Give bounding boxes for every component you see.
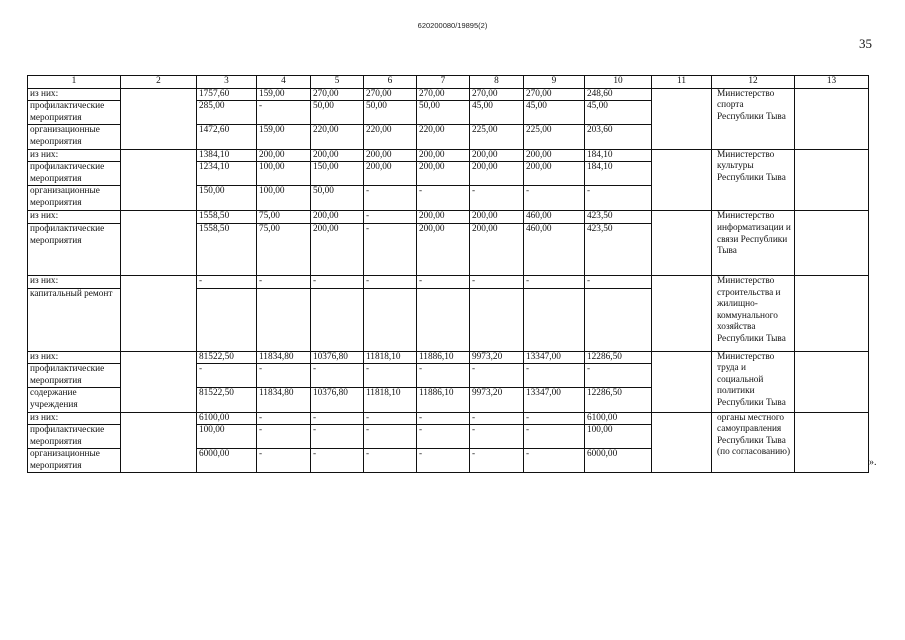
column-header: 3 <box>197 76 257 89</box>
empty-cell <box>121 162 197 186</box>
empty-cell <box>795 351 869 412</box>
value-cell: 460,00 <box>524 223 585 275</box>
value-cell: 9973,20 <box>470 388 524 412</box>
value-cell <box>417 288 470 351</box>
value-cell: 50,00 <box>311 186 364 211</box>
value-cell: - <box>257 101 311 125</box>
value-cell <box>364 288 417 351</box>
value-cell: 220,00 <box>417 125 470 149</box>
table-row <box>28 149 869 162</box>
table-row <box>28 211 869 224</box>
value-cell: - <box>524 412 585 425</box>
value-cell: 75,00 <box>257 223 311 275</box>
header-row <box>28 76 869 89</box>
value-cell: 270,00 <box>524 88 585 101</box>
value-cell: - <box>364 211 417 224</box>
column-header: 11 <box>652 76 712 89</box>
value-cell: 45,00 <box>524 101 585 125</box>
value-cell: - <box>417 412 470 425</box>
empty-cell <box>121 364 197 388</box>
value-cell: - <box>524 449 585 473</box>
value-cell: - <box>417 364 470 388</box>
row-label-cell: из них: <box>28 275 121 288</box>
value-cell: - <box>311 275 364 288</box>
value-cell: 100,00 <box>585 425 652 449</box>
value-cell <box>197 288 257 351</box>
empty-cell <box>121 351 197 364</box>
value-cell: - <box>257 425 311 449</box>
value-cell: - <box>524 364 585 388</box>
value-cell: - <box>470 412 524 425</box>
empty-cell <box>795 211 869 276</box>
value-cell: 270,00 <box>311 88 364 101</box>
column-header: 4 <box>257 76 311 89</box>
value-cell: 45,00 <box>470 101 524 125</box>
empty-cell <box>121 425 197 449</box>
row-label-cell: из них: <box>28 351 121 364</box>
row-label-cell: капитальный ремонт <box>28 288 121 351</box>
empty-cell <box>121 223 197 275</box>
row-label-cell: организационные мероприятия <box>28 186 121 211</box>
empty-cell <box>121 88 197 101</box>
value-cell: - <box>311 412 364 425</box>
column-header: 2 <box>121 76 197 89</box>
row-label-cell: профилактические мероприятия <box>28 101 121 125</box>
value-cell: 11834,80 <box>257 388 311 412</box>
value-cell: 270,00 <box>364 88 417 101</box>
executor-cell: Министерство информатизации и связи Республики Тыва <box>712 211 795 276</box>
value-cell: 270,00 <box>417 88 470 101</box>
value-cell: 200,00 <box>417 162 470 186</box>
value-cell: - <box>197 364 257 388</box>
column-header: 13 <box>795 76 869 89</box>
value-cell: 200,00 <box>524 162 585 186</box>
value-cell: - <box>470 449 524 473</box>
value-cell: 220,00 <box>364 125 417 149</box>
value-cell: 50,00 <box>417 101 470 125</box>
value-cell: 9973,20 <box>470 351 524 364</box>
column-header: 1 <box>28 76 121 89</box>
value-cell: - <box>311 364 364 388</box>
value-cell: 203,60 <box>585 125 652 149</box>
column-header: 5 <box>311 76 364 89</box>
value-cell: - <box>364 186 417 211</box>
table-row <box>28 351 869 364</box>
table-row <box>28 275 869 288</box>
value-cell: 6100,00 <box>585 412 652 425</box>
value-cell: - <box>470 275 524 288</box>
value-cell: 248,60 <box>585 88 652 101</box>
value-cell: - <box>470 364 524 388</box>
value-cell: - <box>257 449 311 473</box>
budget-table <box>27 75 869 473</box>
value-cell: 150,00 <box>197 186 257 211</box>
value-cell: 200,00 <box>417 223 470 275</box>
empty-cell <box>121 388 197 412</box>
empty-cell <box>121 275 197 288</box>
value-cell: 200,00 <box>417 211 470 224</box>
value-cell: 50,00 <box>364 101 417 125</box>
value-cell: - <box>364 223 417 275</box>
value-cell: - <box>417 449 470 473</box>
value-cell: 200,00 <box>311 211 364 224</box>
value-cell: - <box>257 275 311 288</box>
table-row <box>28 88 869 101</box>
empty-cell <box>652 149 712 211</box>
empty-cell <box>795 88 869 149</box>
value-cell: - <box>524 275 585 288</box>
value-cell: 11834,80 <box>257 351 311 364</box>
value-cell: 460,00 <box>524 211 585 224</box>
empty-cell <box>121 449 197 473</box>
value-cell: 150,00 <box>311 162 364 186</box>
value-cell: 423,50 <box>585 211 652 224</box>
value-cell: 100,00 <box>257 162 311 186</box>
value-cell <box>257 288 311 351</box>
empty-cell <box>652 412 712 473</box>
value-cell: 225,00 <box>470 125 524 149</box>
value-cell <box>470 288 524 351</box>
value-cell: 75,00 <box>257 211 311 224</box>
value-cell: - <box>470 425 524 449</box>
value-cell: 200,00 <box>311 223 364 275</box>
value-cell: 200,00 <box>470 162 524 186</box>
empty-cell <box>795 275 869 351</box>
empty-cell <box>795 149 869 211</box>
value-cell: 220,00 <box>311 125 364 149</box>
value-cell: 200,00 <box>524 149 585 162</box>
value-cell: 11886,10 <box>417 388 470 412</box>
value-cell: 6000,00 <box>197 449 257 473</box>
value-cell: 100,00 <box>257 186 311 211</box>
empty-cell <box>121 211 197 224</box>
value-cell: 184,10 <box>585 149 652 162</box>
value-cell: 1558,50 <box>197 211 257 224</box>
executor-cell: Министерство строительства и жилищно-коммунального хозяйства Республики Тыва <box>712 275 795 351</box>
empty-cell <box>652 211 712 276</box>
value-cell: 10376,80 <box>311 388 364 412</box>
value-cell: - <box>524 425 585 449</box>
value-cell: 200,00 <box>417 149 470 162</box>
column-header: 8 <box>470 76 524 89</box>
value-cell: - <box>364 412 417 425</box>
row-label-cell: организационные мероприятия <box>28 449 121 473</box>
empty-cell <box>795 412 869 473</box>
value-cell: 200,00 <box>257 149 311 162</box>
row-label-cell: из них: <box>28 211 121 224</box>
value-cell: - <box>417 275 470 288</box>
value-cell: 11818,10 <box>364 351 417 364</box>
value-cell: - <box>524 186 585 211</box>
page-number: 35 <box>859 36 872 51</box>
value-cell: 81522,50 <box>197 351 257 364</box>
value-cell: 6000,00 <box>585 449 652 473</box>
value-cell: 200,00 <box>364 149 417 162</box>
value-cell: 81522,50 <box>197 388 257 412</box>
value-cell: 13347,00 <box>524 388 585 412</box>
value-cell <box>524 288 585 351</box>
empty-cell <box>652 351 712 412</box>
value-cell: 11886,10 <box>417 351 470 364</box>
value-cell: 159,00 <box>257 125 311 149</box>
column-header: 10 <box>585 76 652 89</box>
value-cell: 1234,10 <box>197 162 257 186</box>
value-cell: - <box>311 425 364 449</box>
value-cell: - <box>311 449 364 473</box>
value-cell: 285,00 <box>197 101 257 125</box>
empty-cell <box>652 275 712 351</box>
column-header: 7 <box>417 76 470 89</box>
value-cell: 184,10 <box>585 162 652 186</box>
value-cell: 200,00 <box>470 149 524 162</box>
value-cell: - <box>417 425 470 449</box>
row-label-cell: содержание учреждения <box>28 388 121 412</box>
table-row <box>28 412 869 425</box>
row-label-cell: из них: <box>28 88 121 101</box>
value-cell: 200,00 <box>311 149 364 162</box>
value-cell: 50,00 <box>311 101 364 125</box>
column-header: 6 <box>364 76 417 89</box>
value-cell <box>311 288 364 351</box>
value-cell: - <box>364 275 417 288</box>
document-id: 620200080/19895(2) <box>417 21 488 30</box>
value-cell: - <box>585 186 652 211</box>
table-body <box>28 76 869 473</box>
empty-cell <box>121 149 197 162</box>
value-cell: - <box>585 275 652 288</box>
empty-cell <box>121 125 197 149</box>
executor-cell: органы местного самоуправления Республики Тыва (по согласованию) <box>712 412 795 473</box>
value-cell: 100,00 <box>197 425 257 449</box>
value-cell: - <box>257 364 311 388</box>
row-label-cell: из них: <box>28 412 121 425</box>
empty-cell <box>121 412 197 425</box>
row-label-cell: организационные мероприятия <box>28 125 121 149</box>
value-cell: 6100,00 <box>197 412 257 425</box>
value-cell: - <box>257 412 311 425</box>
empty-cell <box>652 88 712 149</box>
value-cell: 200,00 <box>470 211 524 224</box>
value-cell: 159,00 <box>257 88 311 101</box>
closing-quote: ». <box>869 457 877 468</box>
value-cell: 12286,50 <box>585 351 652 364</box>
column-header: 12 <box>712 76 795 89</box>
value-cell: - <box>197 275 257 288</box>
value-cell: 200,00 <box>364 162 417 186</box>
value-cell: - <box>364 449 417 473</box>
value-cell: 11818,10 <box>364 388 417 412</box>
value-cell: 12286,50 <box>585 388 652 412</box>
value-cell: - <box>364 364 417 388</box>
row-label-cell: профилактические мероприятия <box>28 223 121 275</box>
value-cell: - <box>364 425 417 449</box>
row-label-cell: из них: <box>28 149 121 162</box>
column-header: 9 <box>524 76 585 89</box>
row-label-cell: профилактические мероприятия <box>28 425 121 449</box>
empty-cell <box>121 101 197 125</box>
value-cell <box>585 288 652 351</box>
value-cell: 1558,50 <box>197 223 257 275</box>
value-cell: - <box>585 364 652 388</box>
empty-cell <box>121 288 197 351</box>
value-cell: 200,00 <box>470 223 524 275</box>
row-label-cell: профилактические мероприятия <box>28 364 121 388</box>
value-cell: 1472,60 <box>197 125 257 149</box>
value-cell: 13347,00 <box>524 351 585 364</box>
value-cell: 423,50 <box>585 223 652 275</box>
row-label-cell: профилактические мероприятия <box>28 162 121 186</box>
value-cell: 1757,60 <box>197 88 257 101</box>
executor-cell: Министерство культуры Республики Тыва <box>712 149 795 211</box>
value-cell: - <box>417 186 470 211</box>
value-cell: 270,00 <box>470 88 524 101</box>
value-cell: 225,00 <box>524 125 585 149</box>
value-cell: 10376,80 <box>311 351 364 364</box>
executor-cell: Министерство спорта Республики Тыва <box>712 88 795 149</box>
empty-cell <box>121 186 197 211</box>
executor-cell: Министерство труда и социальной политики Республики Тыва <box>712 351 795 412</box>
value-cell: 1384,10 <box>197 149 257 162</box>
value-cell: 45,00 <box>585 101 652 125</box>
value-cell: - <box>470 186 524 211</box>
